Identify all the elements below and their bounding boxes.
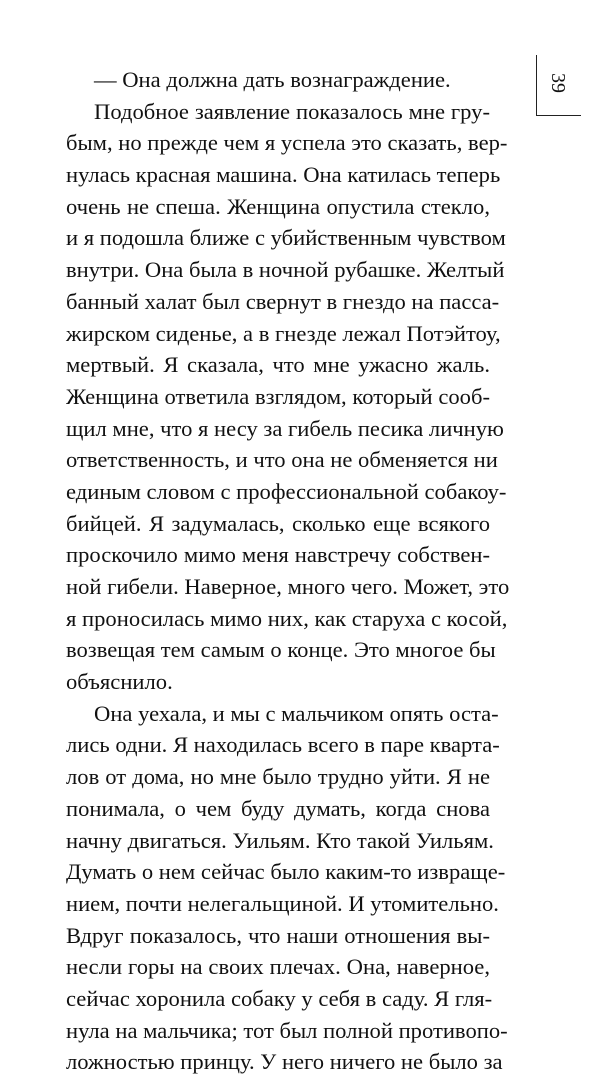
text-line: банный халат был свернут в гнездо на пасса-	[66, 288, 500, 314]
text-line: лов от дома, но мне было трудно уйти. Я не	[66, 764, 490, 790]
text-line: ответственность, и что она не обменяется ни	[66, 447, 498, 473]
text-line: начну двигаться. Уильям. Кто такой Уильям.	[66, 827, 494, 853]
text-line: сейчас хоронила собаку у себя в саду. Я гля-	[66, 985, 493, 1011]
text-line: ной гибели. Наверное, много чего. Может, это	[66, 574, 510, 599]
text-line: — Она должна дать вознаграждение.	[94, 67, 451, 92]
text-line: нием, почти нелегальщиной. И утомительно.	[66, 890, 499, 916]
text-line: возвещая тем самым о конце. Это многое бы	[66, 637, 496, 663]
text-line: я проносилась мимо них, как старуха с косой,	[66, 605, 508, 631]
body-text	[66, 64, 510, 1078]
text-line: ложностью принцу. У него ничего не было за	[66, 1049, 503, 1075]
text-line: внутри. Она была в ночной рубашке. Желтый	[66, 257, 505, 283]
text-line: лись одни. Я находилась всего в паре кварта-	[66, 732, 500, 758]
text-line: проскочило мимо меня навстречу собствен-	[66, 542, 490, 568]
text-line: бийцей. Я задумалась, сколько еще всякого	[66, 510, 490, 536]
text-line: единым словом с профессиональной собакоу-	[66, 478, 507, 504]
text-line: нула на мальчика; тот был полной противопо-	[66, 1017, 508, 1043]
page-number: 39	[547, 73, 569, 93]
text-line: понимала, о чем буду думать, когда снова	[66, 795, 490, 821]
text-line: нулась красная машина. Она катилась теперь	[66, 162, 501, 188]
text-line: и я подошла ближе с убийственным чувством	[66, 225, 506, 251]
text-line: бым, но прежде чем я успела это сказать, вер-	[66, 130, 508, 156]
text-line: объяснило.	[66, 669, 173, 695]
text-line: несли горы на своих плечах. Она, наверное,	[66, 954, 490, 980]
text-line: Она уехала, и мы с мальчиком опять оста-	[94, 700, 499, 726]
text-line: Вдруг показалось, что наши отношения вы-	[66, 922, 490, 948]
text-line: очень не спеша. Женщина опустила стекло,	[66, 193, 490, 219]
text-line: Думать о нем сейчас было каким-то извраще-	[66, 859, 506, 885]
text-line: мертвый. Я сказала, что мне ужасно жаль.	[66, 352, 490, 378]
text-line: жирском сиденье, а в гнезде лежал Потэйтоу,	[66, 320, 501, 346]
text-line: щил мне, что я несу за гибель песика личную	[66, 415, 504, 441]
text-line: Женщина ответила взглядом, который сооб-	[66, 383, 490, 409]
text-line: Подобное заявление показалось мне гру-	[94, 98, 490, 124]
